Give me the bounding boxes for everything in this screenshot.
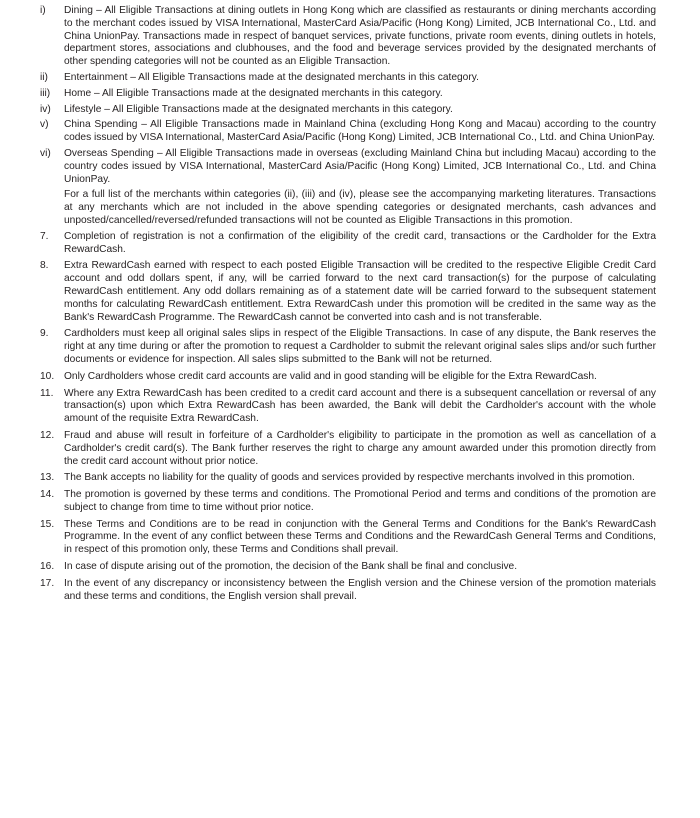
spending-categories [40,5,656,228]
category-number: ii) [40,71,48,83]
term-item-16 [40,561,656,574]
terms-list [40,231,656,604]
term-number: 8. [40,260,49,272]
term-number: 10. [40,370,55,382]
term-number: 13. [40,472,55,484]
term-text: Cardholders must keep all original sales slips in respect of the Eligible Transactions. In case of any dispute, the Bank reserves the right at any time during or after the promotion to request a Cardholder to submit the relevant original sales slips and/or such further documents or evidence for inspection. All sales slips submitted to the Bank will not be returned. [64,328,656,365]
category-number: vi) [40,147,51,159]
term-number: 15. [40,518,55,530]
category-number: iii) [40,87,51,99]
term-text: In case of dispute arising out of the promotion, the decision of the Bank shall be final and conclusive. [64,561,518,573]
term-text: These Terms and Conditions are to be read in conjunction with the General Terms and Conditions for the Bank's RewardCash Programme. In the event of any conflict between these Terms and Conditions and the RewardCash General Terms and Conditions, in respect of this promotion only, these Terms and Conditions shall prevail. [64,518,656,556]
category-number: iv) [40,103,51,115]
category-number: v) [40,119,49,131]
category-item-entertainment [40,72,656,85]
term-item-15 [40,519,656,557]
term-item-7 [40,231,656,257]
term-item-9 [40,328,656,366]
term-number: 7. [40,230,49,242]
category-number: i) [40,5,46,16]
category-list [40,5,656,186]
category-text: Entertainment – All Eligible Transactions made at the designated merchants in this category. [64,71,479,83]
term-item-14 [40,489,656,515]
term-text: The Bank accepts no liability for the quality of goods and services provided by respective merchants involved in this promotion. [64,472,635,484]
term-item-8 [40,260,656,324]
term-text: The promotion is governed by these terms and conditions. The Promotional Period and terms and conditions of the promotion are subject to change from time to time without prior notice. [64,489,656,513]
term-text: Fraud and abuse will result in forfeiture of a Cardholder's eligibility to participate in the promotion as well as cancellation of a Cardholder's credit card(s). The Bank further reserves the right to charge any amount awarded under this promotion directly from the credit card account without prior notice. [64,429,656,467]
category-text: Overseas Spending – All Eligible Transactions made in overseas (excluding Mainland China but including Macau) according to the country codes issued by VISA International, MasterCard Asia/Pacific (Hong Kong) Limited, JCB International Co., Ltd. and China UnionPay. [64,147,656,185]
term-item-12 [40,430,656,468]
term-text: In the event of any discrepancy or inconsistency between the English version and the Chinese version of the promotion materials and these terms and conditions, the English version shall prevail. [64,577,656,602]
category-item-overseas-spending [40,148,656,186]
term-item-17 [40,578,656,604]
term-item-13 [40,472,656,485]
term-item-11 [40,388,656,426]
term-item-10 [40,371,656,384]
term-number: 14. [40,489,55,501]
category-text: Home – All Eligible Transactions made at the designated merchants in this category. [64,87,443,99]
term-text: Extra RewardCash earned with respect to each posted Eligible Transaction will be credited to the respective Eligible Credit Card account and odd dollars spent, if any, will be carried forward to the next card transaction(s) for the purpose of calculating RewardCash entitlement. Any odd dollars remaining as of a statement date will be carried forward to the subsequent statement months for calculating RewardCash entitlement. Extra RewardCash under this promotion will be credited in the same way as the Bank's RewardCash Programme. The RewardCash cannot be converted into cash and is not transferable. [64,260,656,323]
category-text: Dining – All Eligible Transactions at dining outlets in Hong Kong which are classified as restaurants or dining merchants according to the merchant codes issued by VISA International, MasterCard Asia/Pacific (Hong Kong) Limited, JCB International Co., Ltd. and China UnionPay. Transactions made in respect of banquet services, private functions, private room events, dining outlets in hotels, department stores, associations and clubhouses, and the food and beverage services provided by the designated merchants of other spending categories will not be counted as an Eligible Transaction. [64,5,656,68]
category-text: China Spending – All Eligible Transactions made in Mainland China (excluding Hong Kong and Macau) according to the country codes issued by VISA International, MasterCard Asia/Pacific (Hong Kong) Limited, JCB International Co., Ltd. and China UnionPay. [64,119,656,144]
term-number: 16. [40,561,55,573]
merchant-list-note: For a full list of the merchants within categories (ii), (iii) and (iv), please see the accompanying marketing literatures. Transactions at any merchants which are not included in the above spending categories or designated merchants, cash advances and unposted/cancelled/reversed/refunded transactions will not be counted as Eligible Transactions in this promotion. [64,189,656,226]
term-text: Where any Extra RewardCash has been credited to a credit card account and there is a subsequent cancellation or reversal of any transaction(s) upon which Extra RewardCash has been awarded, the Bank will debit the Cardholder's account with the whole amount of the requisite Extra RewardCash. [64,387,656,425]
term-number: 17. [40,577,55,589]
term-number: 12. [40,429,55,441]
category-item-home [40,88,656,101]
category-text: Lifestyle – All Eligible Transactions made at the designated merchants in this category. [64,103,453,115]
term-text: Only Cardholders whose credit card accounts are valid and in good standing will be eligible for the Extra RewardCash. [64,370,597,382]
term-text: Completion of registration is not a confirmation of the eligibility of the credit card, transactions or the Cardholder for the Extra RewardCash. [64,230,656,255]
term-number: 11. [40,387,54,399]
term-number: 9. [40,328,49,340]
category-item-china-spending [40,119,656,145]
category-item-dining [40,5,656,69]
category-item-lifestyle [40,104,656,117]
